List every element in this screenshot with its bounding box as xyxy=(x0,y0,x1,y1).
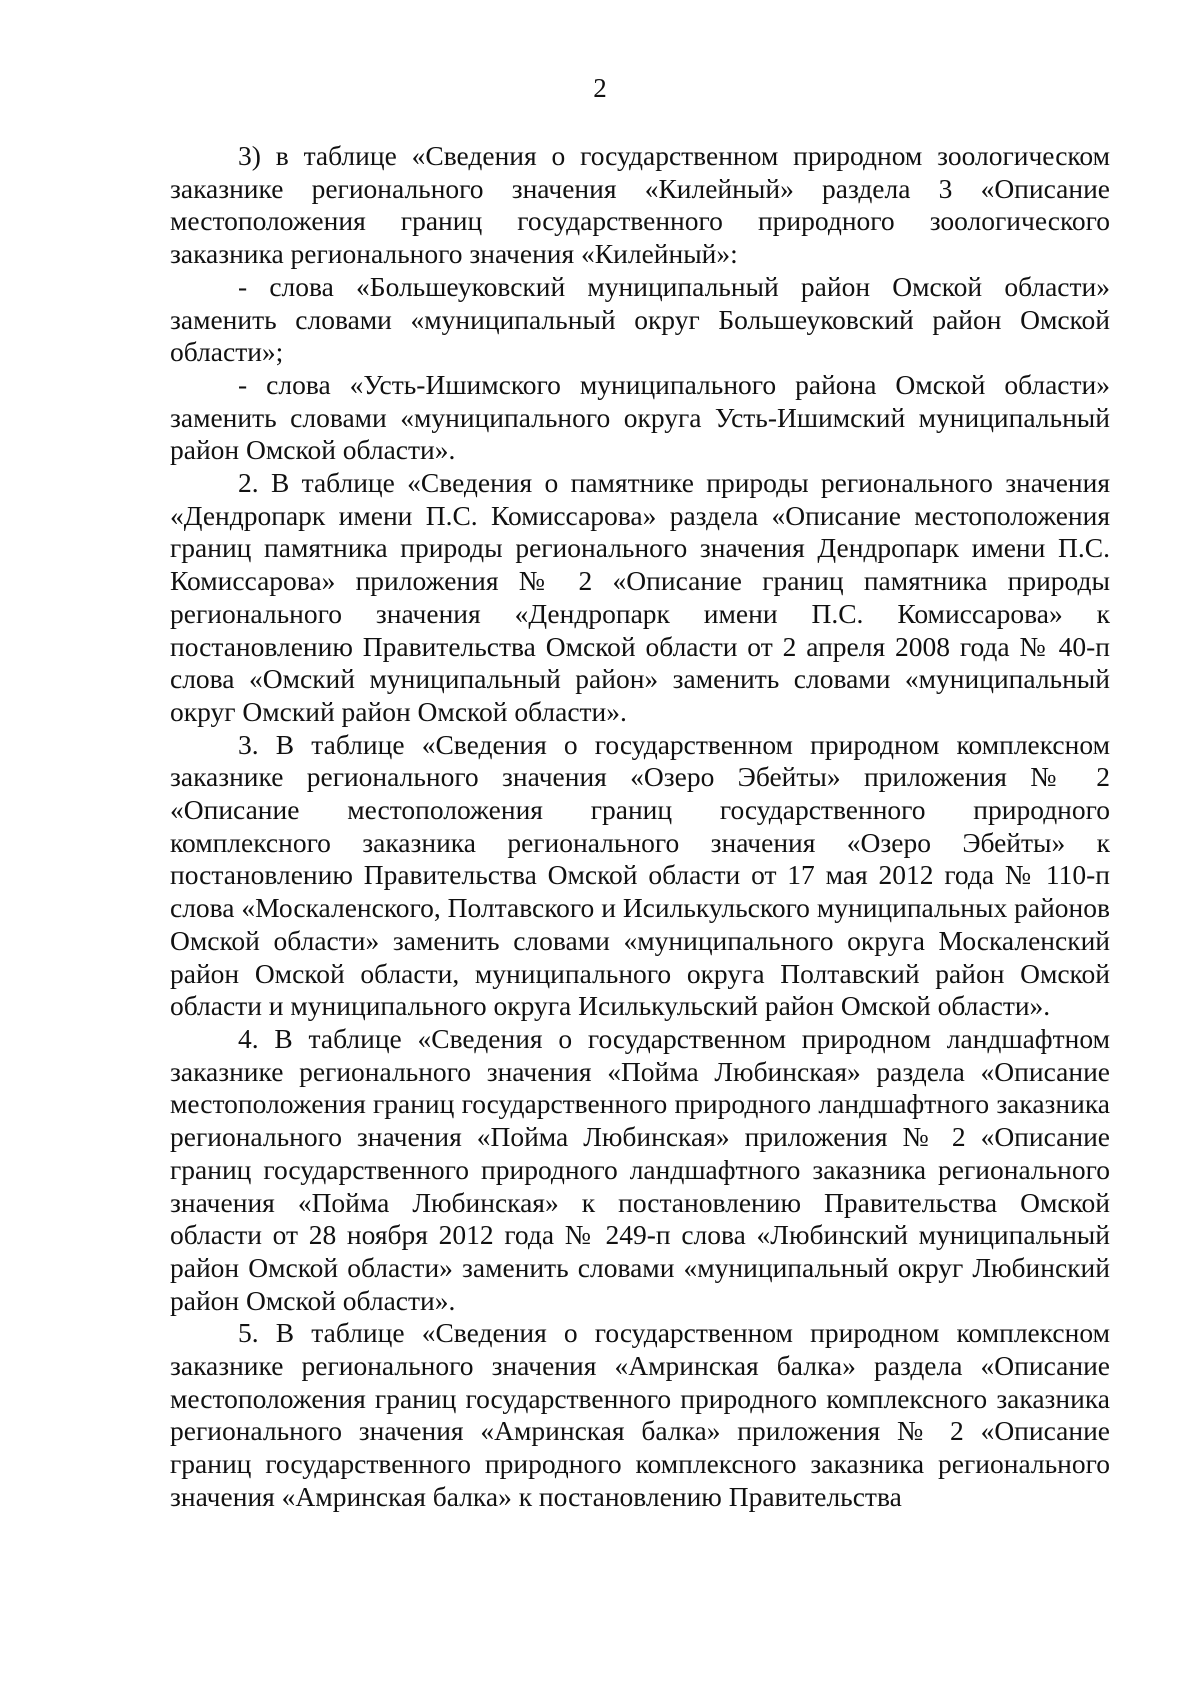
paragraph-2-dendropark: 2. В таблице «Сведения о памятнике природы регионального значения «Дендропарк имени П.С. Комиссарова» раздела «Описание местоположения границ памятника природы регионального значения Дендропарк имени П.С. Комиссарова» приложения № 2 «Описание границ памятника природы регионального значения «Дендропарк имени П.С. Комиссарова» к постановлению Правительства Омской области от 2 апреля 2008 года № 40-п слова «Омский муниципальный район» заменить словами «муниципальный округ Омский район Омской области». xyxy=(170,467,1110,727)
page-number: 2 xyxy=(593,73,607,103)
paragraph-item-3-kileyny: 3) в таблице «Сведения о государственном природном зоологическом заказнике регионального значения «Килейный» раздела 3 «Описание местоположения границ государственного природного зоологического заказника регионального значения «Килейный»: xyxy=(170,140,1110,270)
paragraph-4-poyma-lyubinskaya: 4. В таблице «Сведения о государственном природном ландшафтном заказнике регионального значения «Пойма Любинская» раздела «Описание местоположения границ государственного природного ландшафтного заказника регионального значения «Пойма Любинская» приложения № 2 «Описание границ государственного природного ландшафтного заказника регионального значения «Пойма Любинская» к постановлению Правительства Омской области от 28 ноября 2012 года № 249-п слова «Любинский муниципальный район Омской области» заменить словами «муниципальный округ Любинский район Омской области». xyxy=(170,1022,1110,1316)
paragraph-5-amrinskaya-balka: 5. В таблице «Сведения о государственном природном комплексном заказнике регионального значения «Амринская балка» раздела «Описание местоположения границ государственного природного комплексного заказника регионального значения «Амринская балка» приложения № 2 «Описание границ государственного природного комплексного заказника регионального значения «Амринская балка» к постановлению Правительства xyxy=(170,1317,1110,1512)
paragraph-bolsheukovsky: - слова «Большеуковский муниципальный район Омской области» заменить словами «муниципальный округ Большеуковский район Омской области»; xyxy=(170,270,1110,368)
paragraph-ust-ishimsky: - слова «Усть-Ишимского муниципального района Омской области» заменить словами «муниципального округа Усть-Ишимский муниципальный район Омской области». xyxy=(170,368,1110,466)
paragraph-3-ozero-ebeyty: 3. В таблице «Сведения о государственном природном комплексном заказнике регионального значения «Озеро Эбейты» приложения № 2 «Описание местоположения границ государственного природного комплексного заказника регионального значения «Озеро Эбейты» к постановлению Правительства Омской области от 17 мая 2012 года № 110-п слова «Москаленского, Полтавского и Исилькульского муниципальных районов Омской области» заменить словами «муниципального округа Москаленский район Омской области, муниципального округа Полтавский район Омской области и муниципального округа Исилькульский район Омской области». xyxy=(170,728,1110,1022)
document-body xyxy=(170,140,1110,1514)
